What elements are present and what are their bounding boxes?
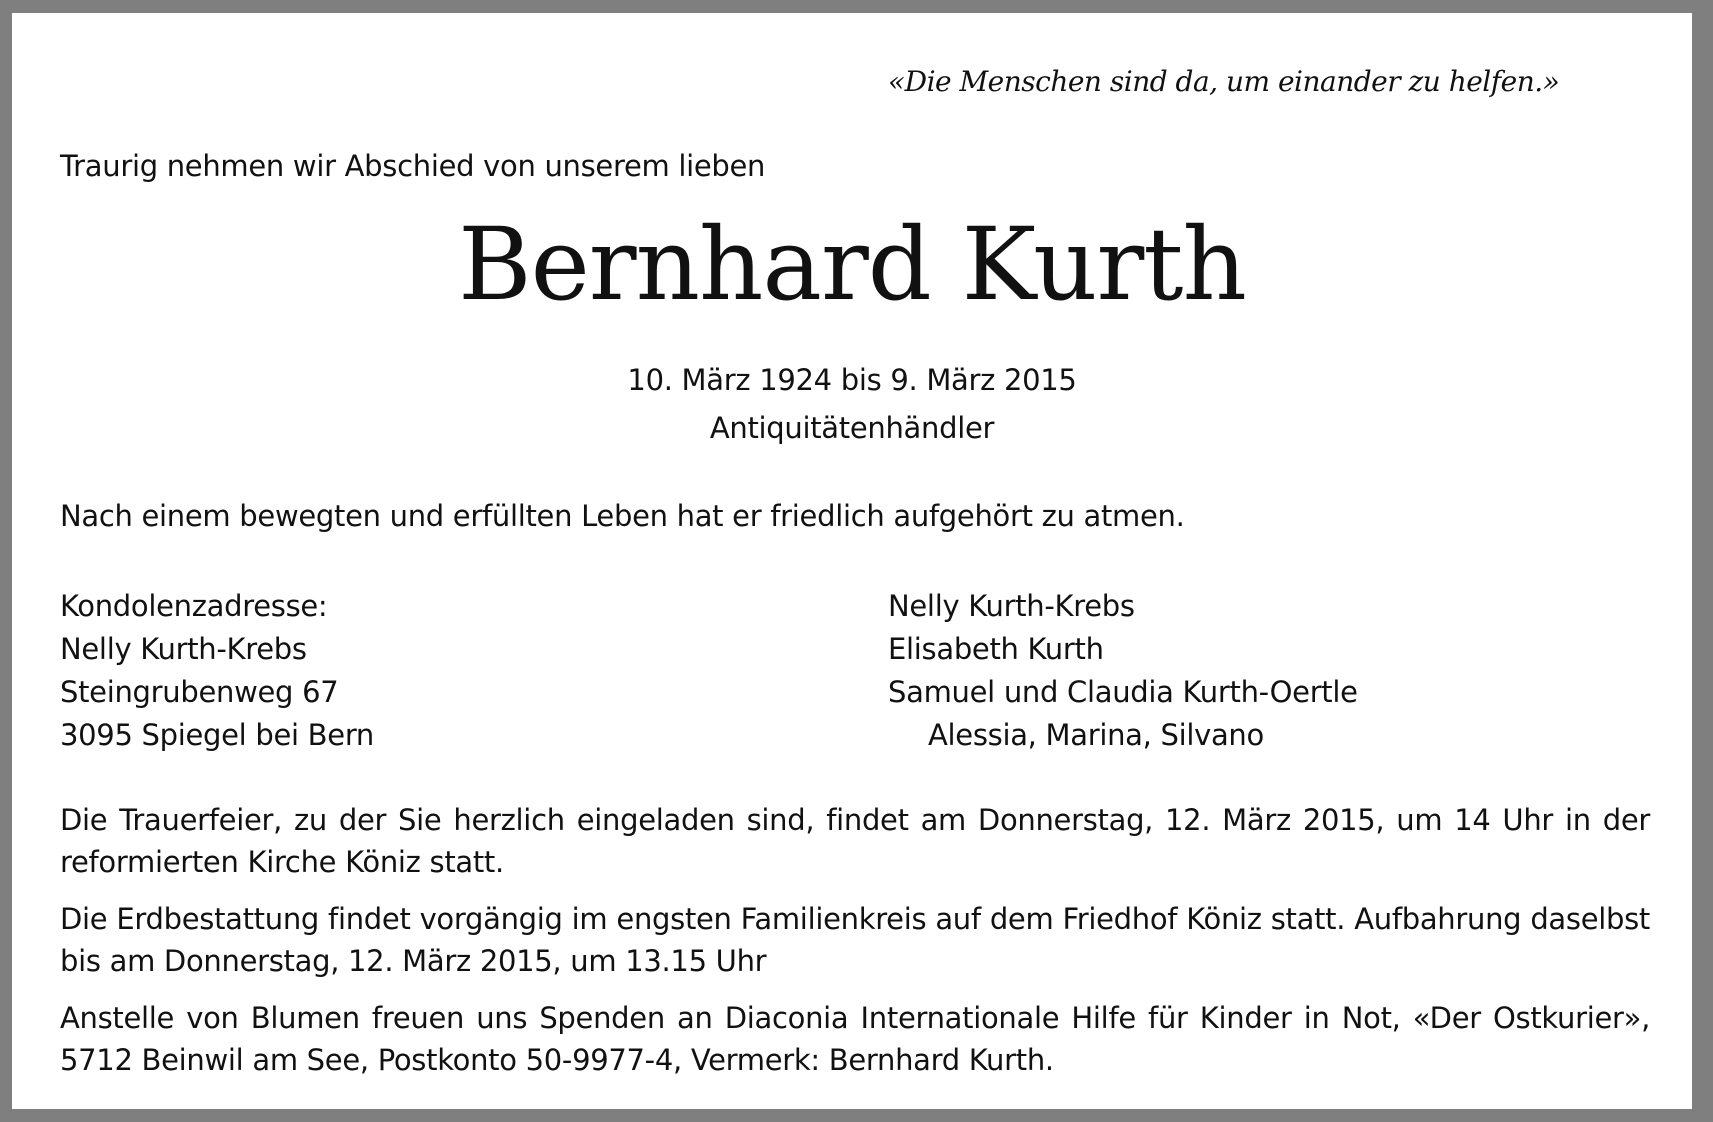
mourner-grandchildren: Alessia, Marina, Silvano <box>928 718 1264 752</box>
condolence-name: Nelly Kurth-Krebs <box>60 632 307 666</box>
condolence-city: 3095 Spiegel bei Bern <box>60 718 375 752</box>
profession: Antiquitätenhändler <box>709 411 995 445</box>
life-sentence: Nach einem bewegten und erfüllten Leben hat er friedlich aufgehört zu atmen. <box>60 499 1185 533</box>
condolence-street: Steingrubenweg 67 <box>60 675 339 709</box>
life-dates: 10. März 1924 bis 9. März 2015 <box>627 363 1077 397</box>
condolence-address <box>60 585 374 757</box>
mourners-list <box>888 585 1358 757</box>
donation-paragraph: Anstelle von Blumen freuen uns Spenden an Diaconia Internationale Hilfe für Kinder in Not, «Der Ostkurier», 5712 Beinwil am See, Postkonto 50-9977-4, Vermerk: Bernhard Kurth. <box>60 1001 1650 1077</box>
condolence-label: Kondolenzadresse: <box>60 589 328 623</box>
deceased-name: Bernhard Kurth <box>458 206 1246 323</box>
obituary-card <box>12 13 1692 1109</box>
motto-quote: «Die Menschen sind da, um einander zu helfen.» <box>888 65 1560 98</box>
burial-paragraph: Die Erdbestattung findet vorgängig im engsten Familienkreis auf dem Friedhof Köniz statt. Aufbahrung daselbst bis am Donnerstag, 12. März 2015, um 13.15 Uhr <box>60 902 1650 978</box>
mourner: Samuel und Claudia Kurth-Oertle <box>888 675 1358 709</box>
funeral-service-paragraph: Die Trauerfeier, zu der Sie herzlich eingeladen sind, findet am Donnerstag, 12. März 2015, um 14 Uhr in der reformierten Kirche Köniz statt. <box>60 803 1650 879</box>
intro-text: Traurig nehmen wir Abschied von unserem lieben <box>60 149 766 183</box>
mourner: Elisabeth Kurth <box>888 632 1104 666</box>
mourner: Nelly Kurth-Krebs <box>888 589 1135 623</box>
